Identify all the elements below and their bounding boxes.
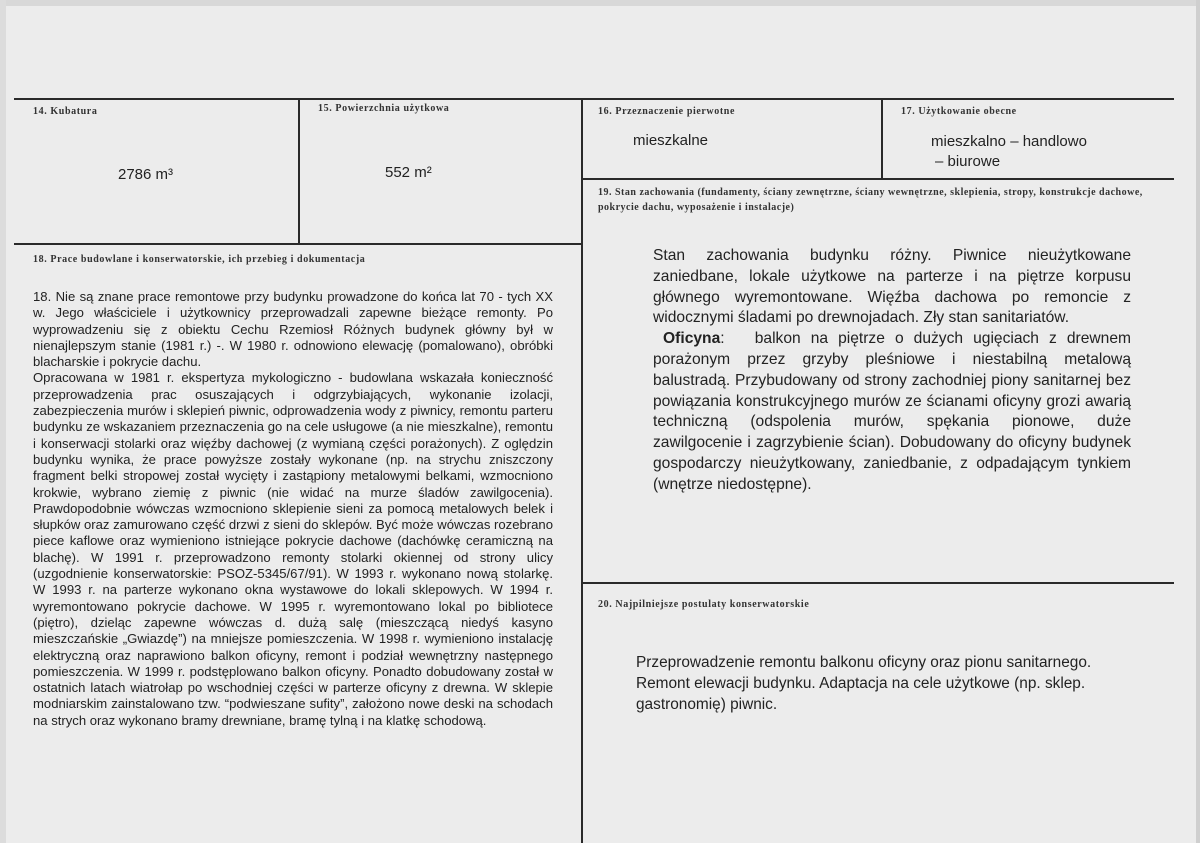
field-20-paragraph: Przeprowadzenie remontu balkonu oficyny oraz pionu sanitarnego. Remont elewacji budynku. Adaptacja na cele użytkowe (np. sklep. gastronomię) piwnic.	[636, 654, 1092, 713]
field-18-paragraph-2: Opracowana w 1981 r. ekspertyza mykologiczno - budowlana wskazała konieczność przeprowadzenia prac osuszających i odgrzybiających, wykonanie izolacji, zabezpieczenia murów i sklepień piwnic, odprowadzenia wody z piwnicy, remontu parteru budynku ze wskazaniem przeznaczenia go na cele usługowe (a nie mieszkalne), remontu i konserwacji stolarki oraz więźby dachowej (z wymianą części porażonych). Z oględzin budynku wynika, że prace powyższe zostały wykonane (np. na strychu zniszczony fragment belki stropowej został wycięty i zastąpiony metalowymi belkami, wzmocniono krokwie, wybrano ziemię z piwnic (nie widać na murze śladów zawilgocenia). Prawdopodobnie wówczas wzmocniono sklepienie sieni za pomocą metalowych belek i słupków oraz zamurowano część drzwi z sieni do sklepów. Być może wówczas rozebrano piece kaflowe oraz wymieniono istniejące pokrycie dachowe (dachówkę ceramiczną na blachę). W 1991 r. przeprowadzono remonty stolarki okiennej od strony ulicy (uzgodnienie konserwatorskie: PSOZ-5345/67/91). W 1993 r. wykonano nową stolarkę. W 1993 r. na parterze wykonano okna wystawowe do lokali sklepowych. W 1994 r. wyremontowano pokrycie dachowe. W 1995 r. wyremontowano lokal po bibliotece (piętro), dzieląc zapewne wówczas d. dużą salę (mieszczącą niedyś kasyno mieszczańskie „Gwiazdę”) na mniejsze pomieszczenia. W 1998 r. wymieniono instalację elektryczną oraz naprawiono balkon oficyny, remont i podział wewnętrzny następnego pomieszczenia. W 1999 r. podstęplowano balkon oficyny. Ponadto dobudowany został w ostatnich latach wiatrołap po wschodniej części w parterze oficyny z drewna. W sklepie modniarskim zainstalowano tzw. “podwieszane sufity”, założono nowe deski na schodach na strych oraz wykonano bramy drewniane, bramę tylną i na klatkę schodową.	[33, 370, 553, 728]
oficyna-label: Oficyna	[663, 330, 721, 348]
field-14-label: 14. Kubatura	[33, 106, 98, 117]
field-19-label: 19. Stan zachowania (fundamenty, ściany zewnętrzne, ściany wewnętrzne, sklepienia, stropy, konstrukcje dachowe, pokrycie dachu, wyposażenie i instalacje)	[598, 187, 1143, 213]
page-edge-top	[0, 0, 1200, 6]
oficyna-colon: :	[720, 330, 725, 348]
field-19-text	[653, 246, 1131, 496]
field-16-value: mieszkalne	[633, 132, 709, 149]
page-edge-left	[0, 0, 6, 843]
field-19-paragraph-2-text: balkon na piętrze o dużych ugięciach z drewnem porażonym przez grzyby pleśniowe i niestabilną metalową balustradą. Przybudowany od strony zachodniej piony sanitarnej bez powiązania konstrukcyjnego murów ze ścianami oficyny grozi awarią techniczną (odspolenia murów, spękania pionowe, duże zawilgocenie i zagrzybienie ścian). Dobudowany do oficyny budynek gospodarczy nieużytkowany, zaniedbanie, z odpadającym tynkiem (wnętrze niedostępne).	[653, 330, 1131, 493]
field-19-paragraph-1: Stan zachowania budynku różny. Piwnice nieużytkowane zaniedbane, lokale użytkowe na parterze i na piętrze korpusu głównego wyremontowane. Więźba dachowa po remoncie z widocznymi śladami po drewnojadach. Zły stan sanitariatów.	[653, 247, 1131, 327]
field-20-label: 20. Najpilniejsze postulaty konserwatorskie	[598, 599, 810, 610]
page-edge-right	[1196, 0, 1200, 843]
rule-v-center	[581, 98, 583, 843]
field-17-value	[931, 132, 1087, 172]
field-15-value: 552 m²	[385, 164, 432, 181]
field-16-label: 16. Przeznaczenie pierwotne	[598, 106, 735, 117]
field-19-paragraph-2	[653, 329, 1131, 495]
rule-top	[14, 98, 1174, 100]
field-20-text	[636, 652, 1126, 715]
rule-v-f16-f17	[881, 98, 883, 179]
field-18-paragraph-1: 18. Nie są znane prace remontowe przy budynku prowadzone do końca lat 70 - tych XX w. Jego właściciele i użytkownicy przeprowadzali zapewne bieżące remonty. Po wyprowadzeniu się z obiektu Cechu Rzemiosł Różnych budynek główny był w nienajlepszym stanie (1981 r.) -. W 1980 r. odnowiono elewację (pomalowano), obróbki blacharskie i pokrycie dachu.	[33, 289, 553, 370]
rule-f19-f20	[582, 582, 1174, 584]
field-17-value-line2: – biurowe	[935, 153, 1001, 170]
field-15-label: 15. Powierzchnia użytkowa	[318, 103, 450, 114]
field-14-value: 2786 m³	[118, 166, 174, 183]
field-17-label: 17. Użytkowanie obecne	[901, 106, 1017, 117]
field-18-text	[33, 289, 553, 729]
rule-f16-f19	[582, 178, 1174, 180]
field-18-label: 18. Prace budowlane i konserwatorskie, ich przebieg i dokumentacja	[33, 254, 366, 265]
field-17-value-line1: mieszkalno – handlowo	[931, 133, 1087, 150]
rule-v-f14-f15	[298, 98, 300, 244]
